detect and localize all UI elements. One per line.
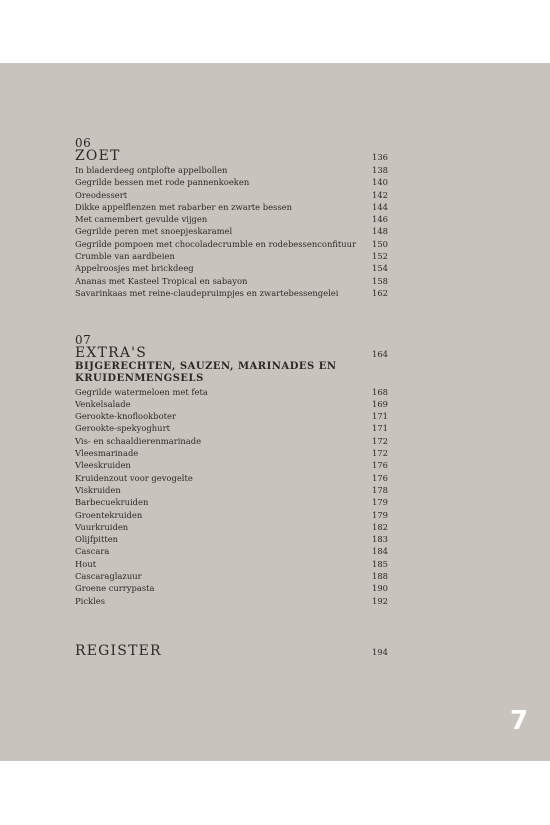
- toc-entry-label: Pickles: [75, 595, 106, 606]
- chapter-subtitle-line: KRUIDENMENGSELS: [75, 373, 204, 385]
- toc-entry: [75, 459, 388, 471]
- toc-entry-page: 138: [372, 165, 388, 175]
- toc-entry-page: 171: [372, 411, 388, 422]
- toc-entry-page: 185: [372, 558, 388, 569]
- chapter-number: 07: [75, 333, 92, 347]
- toc-entry: [75, 250, 388, 262]
- toc-entry-page: 169: [372, 398, 388, 409]
- toc-entry-page: 154: [372, 263, 388, 274]
- toc-entry-label: Cascaraglazuur: [75, 571, 142, 582]
- toc-entry: [75, 496, 388, 508]
- toc-entry-page: 188: [372, 571, 388, 582]
- toc-entry-page: 146: [372, 214, 388, 225]
- toc-entry: [75, 386, 388, 398]
- toc-entry-label: Gerookte-knoflookboter: [75, 411, 176, 422]
- toc-entry: [75, 447, 388, 459]
- toc-entry: [75, 262, 388, 274]
- toc-entry-page: 172: [372, 448, 388, 459]
- toc-entry-page: 168: [372, 386, 388, 397]
- chapter-page-number: 136: [372, 152, 388, 162]
- toc-entry-label: Appelroosjes met brickdeeg: [75, 263, 194, 274]
- toc-entry: [75, 410, 388, 422]
- toc-entry-label: Hout: [75, 558, 97, 569]
- toc-entry: [75, 164, 388, 176]
- toc-entry-page: 172: [372, 435, 388, 446]
- toc-entry-page: 179: [372, 497, 388, 508]
- toc-entry: [75, 521, 388, 533]
- chapter-subtitle-line: BIJGERECHTEN, SAUZEN, MARINADES EN: [75, 361, 337, 372]
- toc-entry: [75, 558, 388, 570]
- toc-entry: [75, 287, 388, 299]
- toc-entry: [75, 570, 388, 582]
- toc-entry: [75, 509, 388, 521]
- toc-entry-label: Cascara: [75, 546, 110, 557]
- toc-entry-label: Gerookte-spekyoghurt: [75, 423, 170, 434]
- toc-entry-label: Gegrilde pompoen met chocoladecrumble en rodebessenconfituur: [75, 238, 357, 249]
- toc-entry: [75, 176, 388, 188]
- chapter-number: 06: [75, 136, 92, 150]
- toc-entry-label: In bladerdeeg ontplofte appelbollen: [75, 165, 228, 175]
- toc-entry-label: Vuurkruiden: [75, 521, 129, 532]
- toc-entry-label: Vleeskruiden: [75, 460, 131, 471]
- toc-entry-page: 179: [372, 509, 388, 520]
- toc-entry-label: Crumble van aardbeien: [75, 251, 175, 262]
- toc-entry-label: Ananas met Kasteel Tropical en sabayon: [75, 275, 248, 286]
- toc-entry: [75, 533, 388, 545]
- toc-entry-label: Dikke appelflenzen met rabarber en zwarte bessen: [75, 201, 292, 212]
- toc-entry: [75, 189, 388, 201]
- toc-entry: [75, 213, 388, 225]
- chapter-entries: [75, 386, 388, 607]
- toc-entry-label: Gegrilde peren met snoepjeskaramel: [75, 226, 233, 237]
- toc-entry-page: 162: [372, 287, 388, 298]
- chapter-title-row: [75, 149, 388, 164]
- toc-entry-label: Oreodessert: [75, 189, 128, 200]
- chapter-page-number: 164: [372, 349, 388, 359]
- toc-entry-page: 192: [372, 595, 388, 606]
- toc-entry-label: Gegrilde watermeloen met feta: [75, 386, 208, 397]
- toc-entry: [75, 545, 388, 557]
- toc-entry-page: 176: [372, 472, 388, 483]
- toc-entry-label: Viskruiden: [75, 484, 121, 495]
- toc-entry-label: Groentekruiden: [75, 509, 143, 520]
- toc-entry-page: 152: [372, 251, 388, 262]
- toc-entry-page: 182: [372, 521, 388, 532]
- toc-entry-page: 178: [372, 484, 388, 495]
- register-row: [75, 643, 388, 659]
- toc-entry-label: Kruidenzout voor gevogelte: [75, 472, 193, 483]
- toc-entry: [75, 435, 388, 447]
- folio-page-number: 7: [510, 706, 529, 736]
- toc-entry: [75, 595, 388, 607]
- toc-entry-page: 148: [372, 226, 388, 237]
- toc-entry-page: 190: [372, 583, 388, 594]
- toc-entry-label: Vis- en schaaldierenmarinade: [75, 435, 202, 446]
- chapter-07: [75, 334, 388, 607]
- toc-entry-page: 171: [372, 423, 388, 434]
- toc-entry: [75, 422, 388, 434]
- toc-entry-label: Olijfpitten: [75, 534, 119, 545]
- register-title: REGISTER: [75, 643, 162, 659]
- toc-entry-label: Groene currypasta: [75, 583, 155, 594]
- chapter-title: ZOET: [75, 148, 121, 164]
- toc-entry: [75, 238, 388, 250]
- toc-entry-page: 184: [372, 546, 388, 557]
- register-page-number: 194: [372, 647, 388, 657]
- toc-entry-label: Vleesmarinade: [75, 448, 139, 459]
- toc-entry-page: 142: [372, 189, 388, 200]
- toc-entry-label: Venkelsalade: [75, 398, 131, 409]
- toc-entry-page: 176: [372, 460, 388, 471]
- toc-entry: [75, 275, 388, 287]
- toc-entry: [75, 484, 388, 496]
- toc-entry: [75, 201, 388, 213]
- toc-entry-label: Met camembert gevulde vijgen: [75, 214, 208, 225]
- toc-entry-page: 150: [372, 238, 388, 249]
- chapter-title-row: [75, 346, 388, 361]
- toc-entry: [75, 582, 388, 594]
- toc-entry-label: Savarinkaas met reine-claudepruimpjes en zwartebessengelei: [75, 287, 339, 298]
- toc-entry-label: Gegrilde bessen met rode pannenkoeken: [75, 177, 250, 188]
- toc-entry: [75, 472, 388, 484]
- chapter-06: [75, 137, 388, 299]
- toc-entry-page: 183: [372, 534, 388, 545]
- chapter-title: EXTRA'S: [75, 345, 148, 361]
- toc-entry-page: 140: [372, 177, 388, 188]
- chapter-entries: [75, 164, 388, 299]
- toc-entry-page: 144: [372, 201, 388, 212]
- toc-entry-page: 158: [372, 275, 388, 286]
- toc-entry: [75, 398, 388, 410]
- toc-entry-label: Barbecuekruiden: [75, 497, 149, 508]
- toc-entry: [75, 225, 388, 237]
